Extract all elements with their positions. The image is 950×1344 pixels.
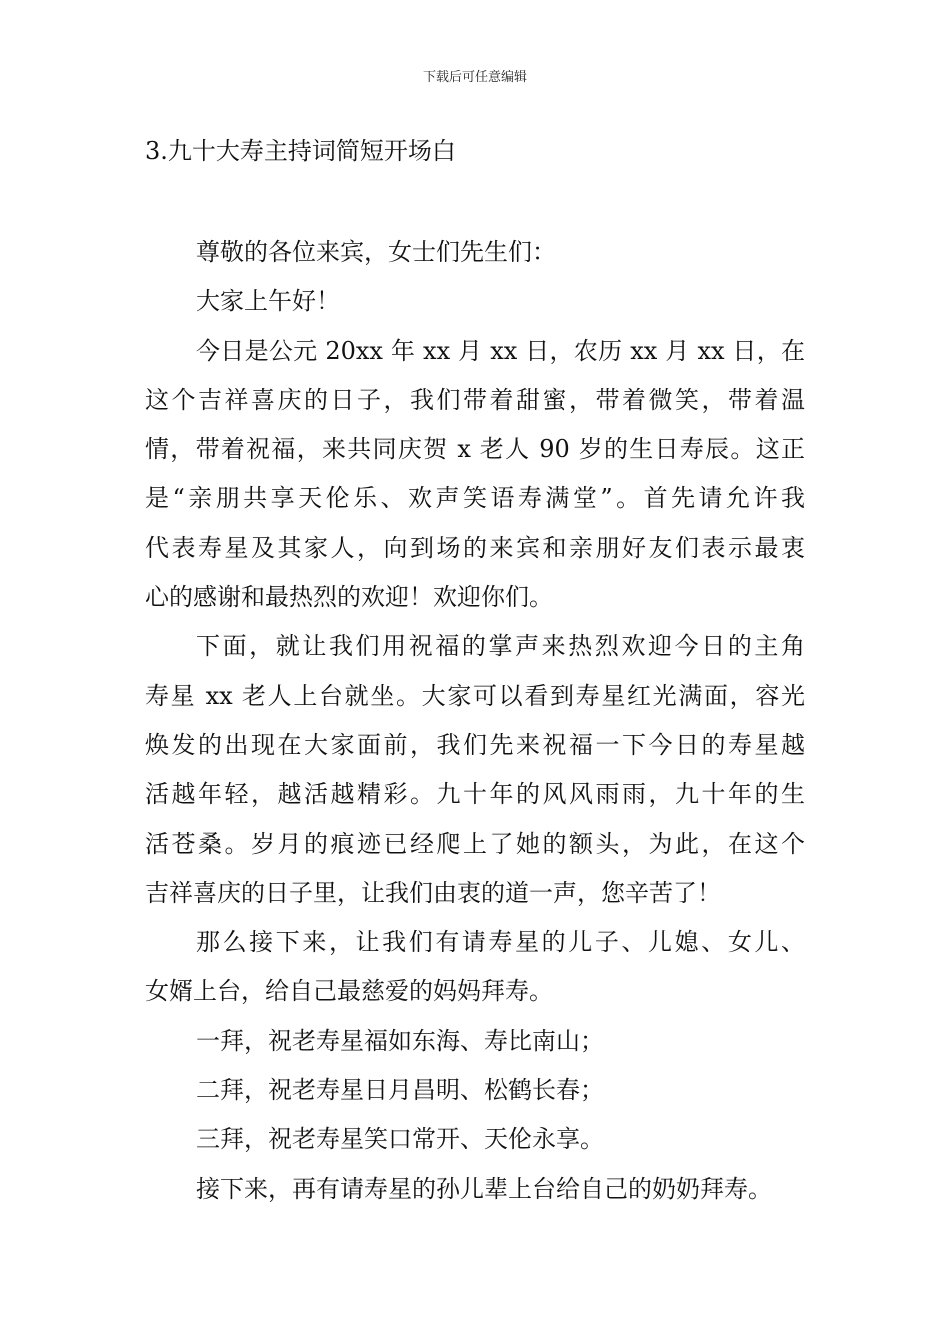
text-line: 寿星 xx 老人上台就坐。大家可以看到寿星红光满面，容光 xyxy=(145,681,805,710)
text-line: 代表寿星及其家人，向到场的来宾和亲朋好友们表示最衷 xyxy=(145,533,805,562)
text-line: 那么接下来，让我们有请寿星的儿子、儿媳、女儿、 xyxy=(196,928,805,957)
document-body xyxy=(145,228,805,1214)
text-line: 这个吉祥喜庆的日子，我们带着甜蜜，带着微笑，带着温 xyxy=(145,385,805,414)
text-line: 吉祥喜庆的日子里，让我们由衷的道一声，您辛苦了！ xyxy=(145,878,721,907)
text-line: 接下来，再有请寿星的孙儿辈上台给自己的奶奶拜寿。 xyxy=(196,1174,772,1203)
text-line: 二拜，祝老寿星日月昌明、松鹤长春； xyxy=(196,1076,604,1105)
text-line: 是“亲朋共享天伦乐、欢声笑语寿满堂”。首先请允许我 xyxy=(145,484,805,513)
text-line: 女婿上台，给自己最慈爱的妈妈拜寿。 xyxy=(145,977,553,1006)
text-line: 三拜，祝老寿星笑口常开、天伦永享。 xyxy=(196,1125,604,1154)
text-line: 焕发的出现在大家面前，我们先来祝福一下今日的寿星越 xyxy=(145,730,805,759)
text-line: 尊敬的各位来宾，女士们先生们： xyxy=(196,238,556,266)
text-line: 情，带着祝福，来共同庆贺 x 老人 90 岁的生日寿辰。这正 xyxy=(145,435,805,464)
page-header: 下载后可任意编辑 xyxy=(422,70,527,85)
text-line: 活越年轻，越活越精彩。九十年的风风雨雨，九十年的生 xyxy=(145,780,805,809)
text-line: 一拜，祝老寿星福如东海、寿比南山； xyxy=(196,1026,604,1055)
text-line: 今日是公元 20xx 年 xx 月 xx 日，农历 xx 月 xx 日，在 xyxy=(196,336,805,365)
document-title: 3.九十大寿主持词简短开场白 xyxy=(145,137,456,165)
text-line: 心的感谢和最热烈的欢迎！欢迎你们。 xyxy=(145,583,553,612)
text-line: 下面，就让我们用祝福的掌声来热烈欢迎今日的主角 xyxy=(196,632,805,661)
text-line: 大家上午好！ xyxy=(196,287,340,316)
text-line: 活苍桑。岁月的痕迹已经爬上了她的额头，为此，在这个 xyxy=(145,829,805,858)
